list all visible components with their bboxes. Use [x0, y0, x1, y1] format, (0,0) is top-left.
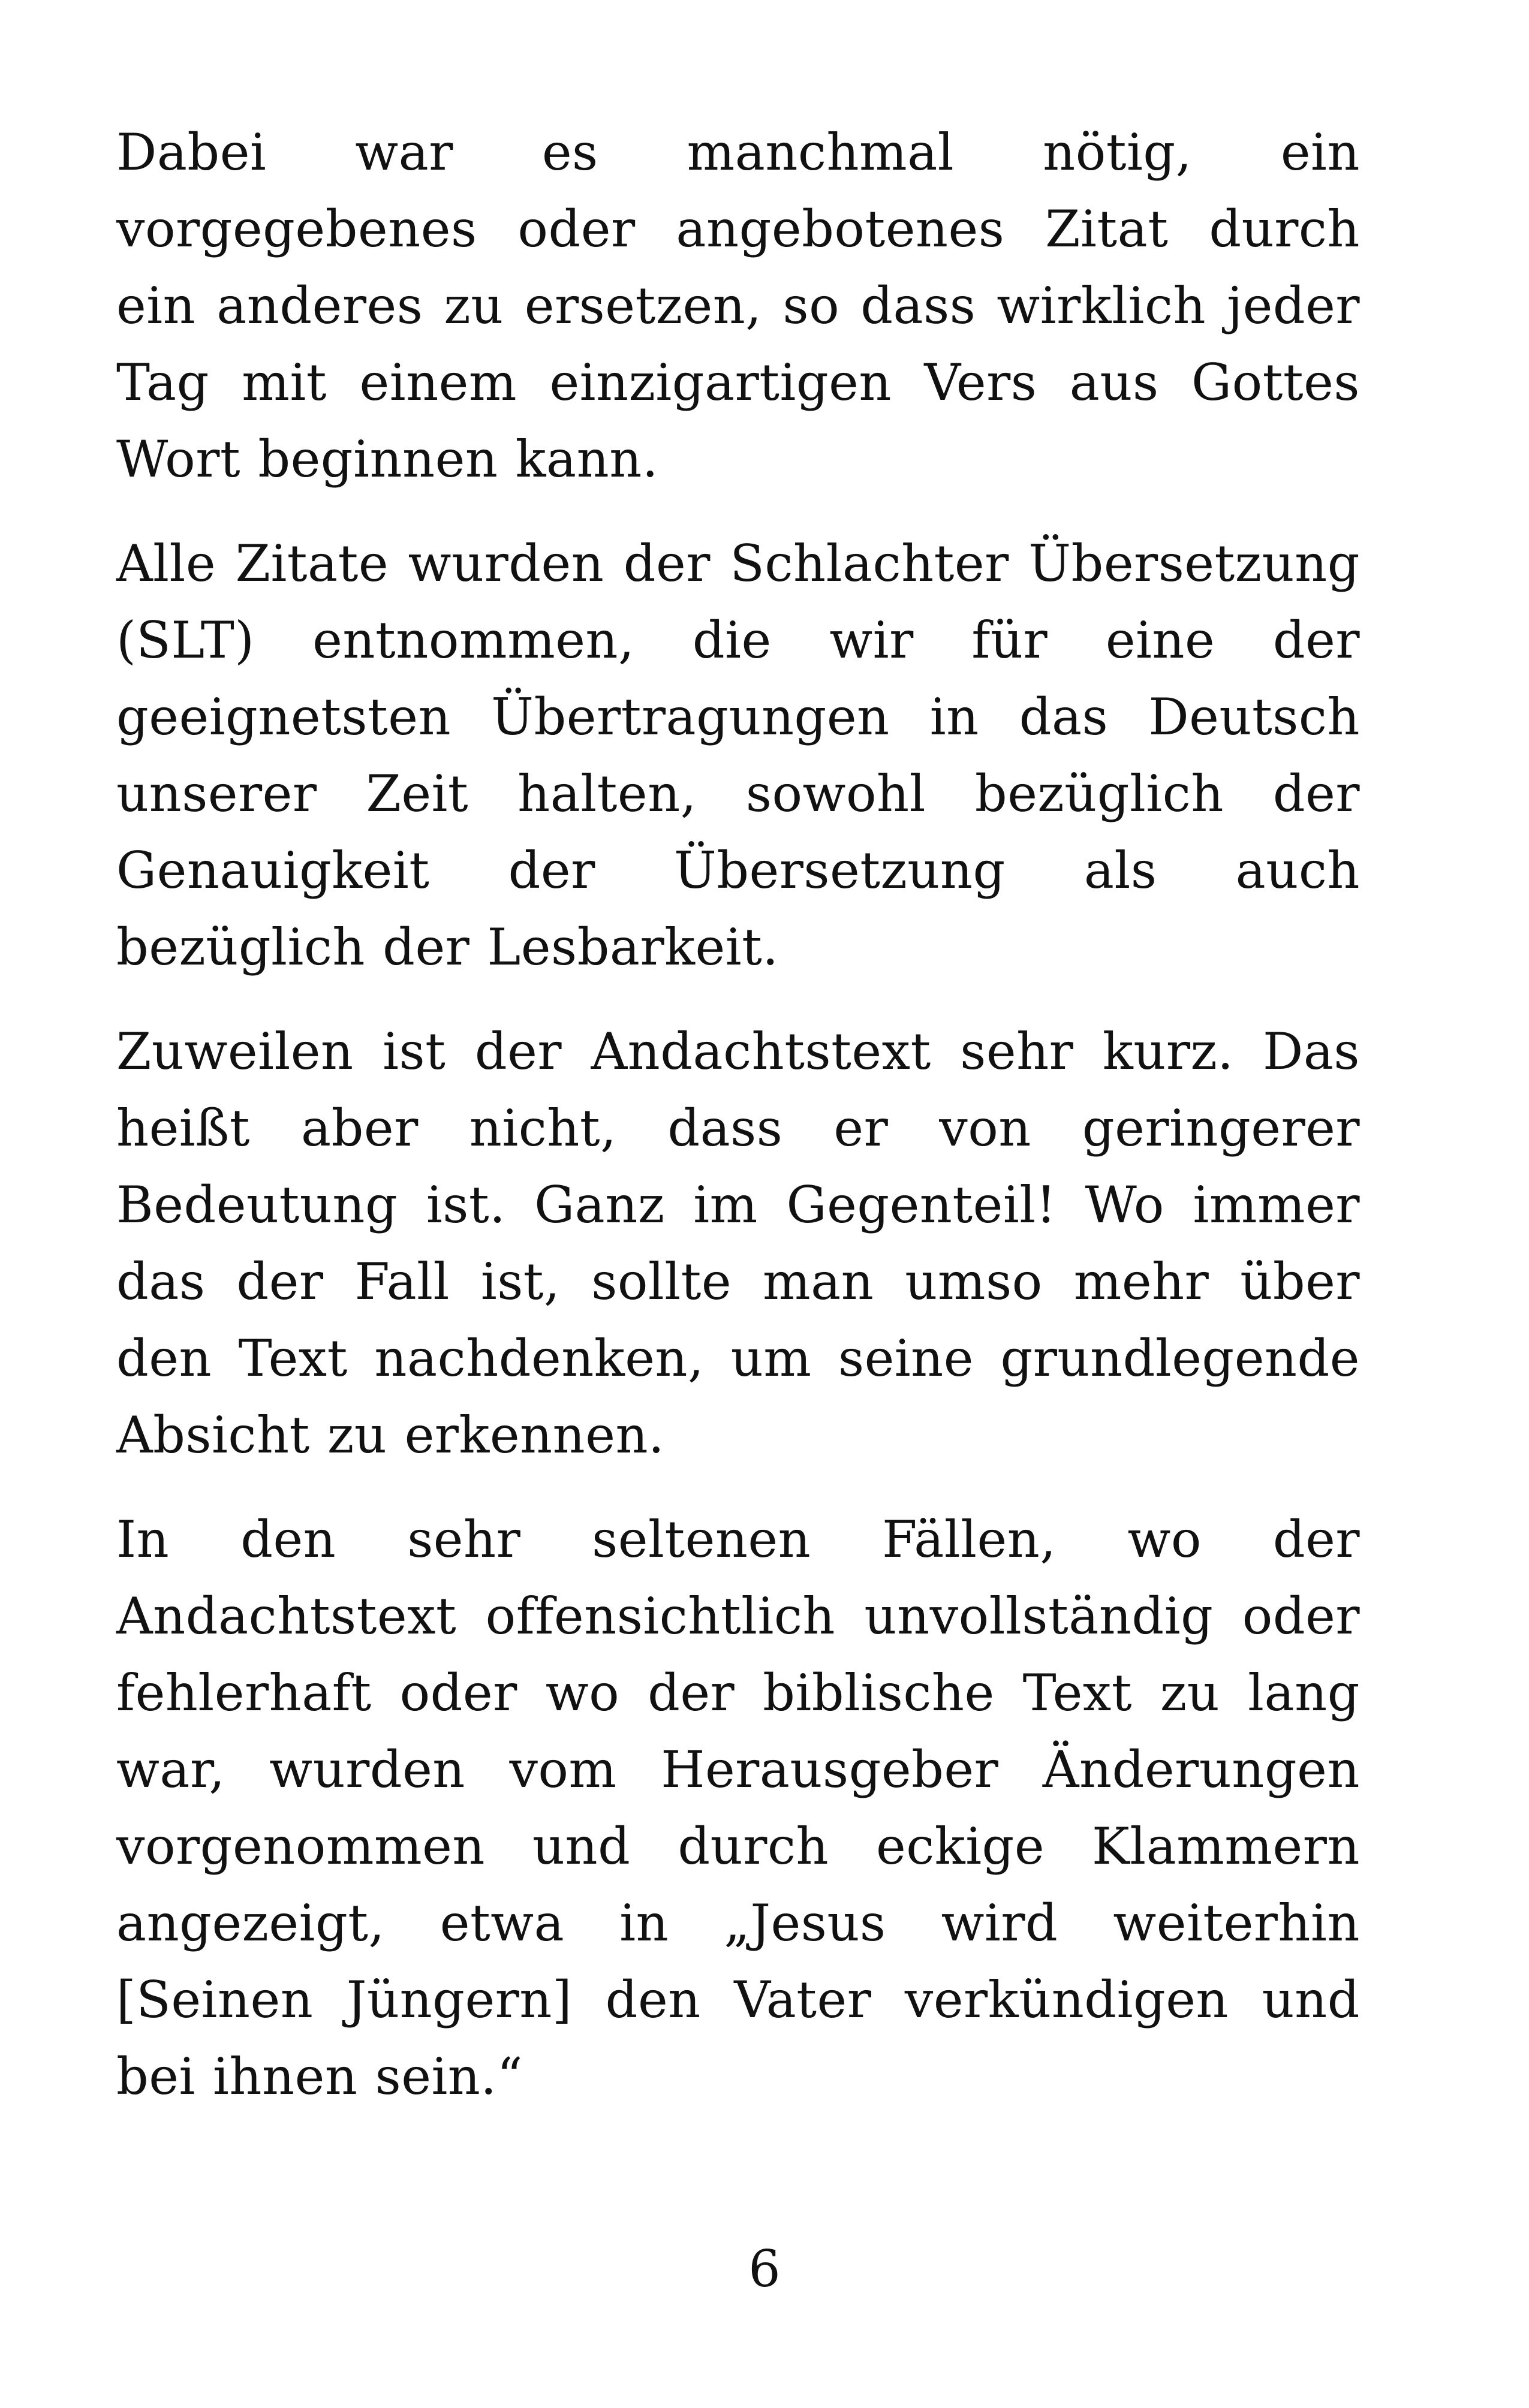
- body-text: [116, 114, 1360, 2142]
- paragraph-4: In den sehr seltenen Fällen, wo der Andachtstext offensichtlich unvollständig oder fehlerhaft oder wo der biblische Text zu lang war, wurden vom Herausgeber Änderungen vorgenommen und durch eckige Klammern angezeigt, etwa in „Jesus wird weiterhin [Seinen Jüngern] den Vater verkündigen und bei ihnen sein.“: [116, 1510, 1360, 2106]
- paragraph-2: Alle Zitate wurden der Schlachter Übersetzung (SLT) entnommen, die wir für eine der geeignetsten Übertragungen in das Deutsch unserer Zeit halten, sowohl bezüglich der Genauigkeit der Übersetzung als auch bezüglich der Lesbarkeit.: [116, 534, 1360, 977]
- paragraph-3: Zuweilen ist der Andachtstext sehr kurz. Das heißt aber nicht, dass er von geringerer Bedeutung ist. Ganz im Gegenteil! Wo immer das der Fall ist, sollte man umso mehr über den Text nachdenken, um seine grundlegende Absicht zu erkennen.: [116, 1022, 1360, 1464]
- paragraph-1: Dabei war es manchmal nötig, ein vorgegebenes oder angebotenes Zitat durch ein anderes zu ersetzen, so dass wirklich jeder Tag mit einem einzigartigen Vers aus Gottes Wort beginnen kann.: [116, 123, 1360, 489]
- page-number: 6: [748, 2240, 781, 2298]
